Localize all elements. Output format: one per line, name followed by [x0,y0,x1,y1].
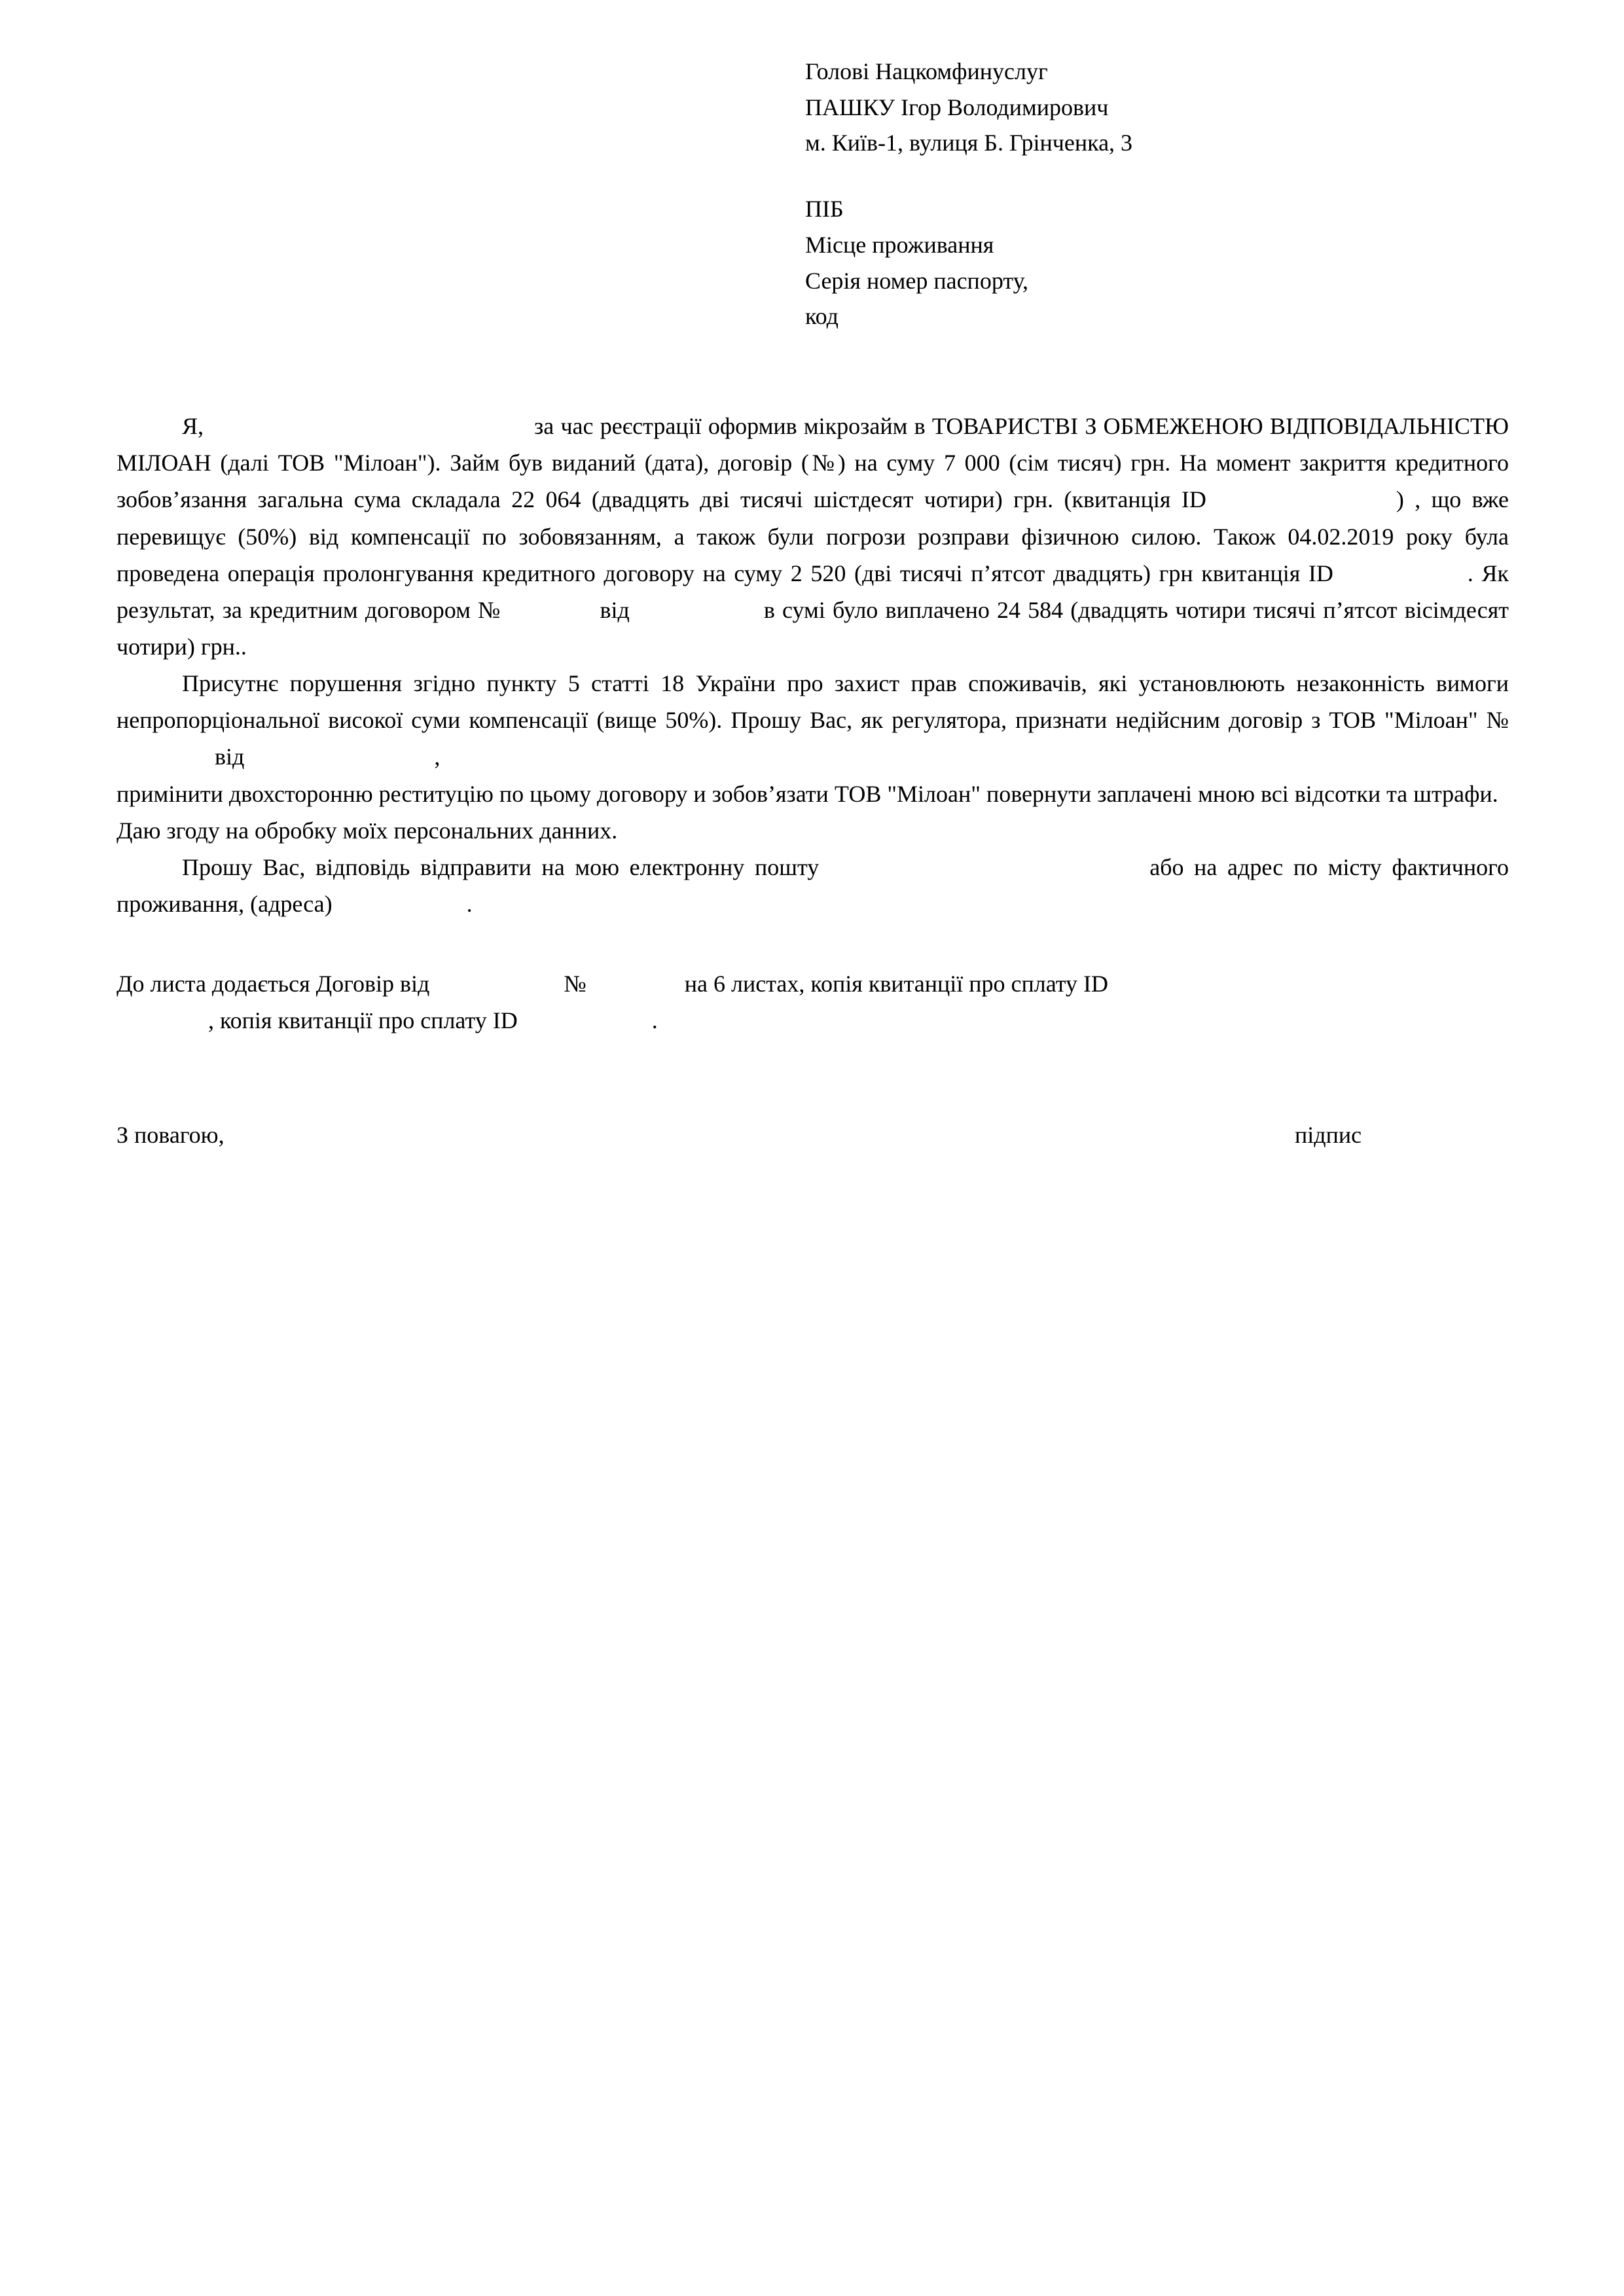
paragraph-legal-basis [117,665,1509,775]
addressee-block [805,54,1509,161]
addressee-person: ПАШКУ Ігор Володимирович [805,94,1109,120]
reply-period: . [466,891,473,918]
signature-label: підпис [1295,1121,1362,1148]
claim-from-label: від [600,596,630,623]
sender-passport-label: Серія номер паспорту, [805,267,1028,294]
legal-comma: , [434,744,441,770]
attachment-number-symbol: № [564,971,586,997]
sender-residence-label: Місце проживання [805,231,994,258]
sender-block [805,191,1509,334]
attachment-period: . [651,1007,658,1034]
data-consent-text: Даю згоду на обробку моїх персональних данних. [117,817,618,844]
attachment-contract-label: До листа додається Договір від [117,971,430,997]
body-text [117,408,1509,922]
claim-total-paid: в сумі було виплачено 24 584 (двадцять чотири тисячі п’ятсот вісімдесят чотири) грн.. [117,596,1509,660]
reply-postal-request: або на адрес по місту фактичного проживання, (адреса) [117,853,1509,918]
paragraph-restitution-request [117,776,1509,812]
reply-email-request: Прошу Вас, відповідь відправити на мою електронну пошту [182,853,820,880]
attachment-receipt-2-label: , копія квитанції про сплату ID [208,1007,518,1034]
claim-overpayment-and-prolongation: ) , що вже перевищує (50%) від компенсації по зобовязанням, а також були погрози розправи фізичною силою. Також 04.02.2019 року була проведена операція пролонгування кредитного договору на суму 2 520 (дві тисячі п’ятсот двадцять) грн квитанція ID [117,486,1509,586]
claim-opening: Я, [182,413,204,440]
attachments-block [117,965,1509,1039]
restitution-text: примінити двохсторонню реституцію по цьому договору и зобов’язати ТОВ "Мілоан" повернути заплачені мною всі відсотки та штрафи. [117,780,1498,807]
claim-company-and-loan: мікрозайм в ТОВАРИСТВІ З ОБМЕЖЕНОЮ ВІДПОВІДАЛЬНІСТЮ МІЛОАН (далі ТОВ "Мілоан"). Займ був виданий (дата), договір (№) на суму 7 000 (сім тисяч) грн. На момент закриття кредитного зобов’язання загальна сума складала 22 064 (двадцять дві тисячі шістдесят чотири) грн. (квитанція ID [117,413,1509,513]
signature-block [117,1117,1509,1153]
claim-registration-phrase: за час реєстрації оформив [534,413,797,440]
attachment-line-1 [117,965,1509,1002]
attachment-line-2 [117,1002,1509,1039]
closing-salutation: З повагою, [117,1121,225,1148]
addressee-name-office: Голові Нацкомфинуслуг [805,58,1048,84]
legal-basis-text: Присутнє порушення згідно пункту 5 статті 18 України про захист прав споживачів, які установлюють незаконність вимоги непропорціональної високої суми компенсації (вище 50%). Прошу Вас, як регулятора, признати недійсним договір з ТОВ "Мілоан" № [117,670,1509,734]
document-content [117,0,1509,1153]
claim-result-contract: . Як результат, за кредитним договором № [117,560,1509,623]
paragraph-reply-address [117,849,1509,922]
addressee-address: м. Київ-1, вулиця Б. Грінченка, 3 [805,130,1133,156]
sender-code-label: код [805,303,839,330]
sender-fullname-label: ПІБ [805,196,844,223]
paragraph-claim-details [117,408,1509,665]
attachment-pages-and-receipt: на 6 листах, копія квитанції про сплату ID [684,971,1109,997]
legal-from-label: від [215,744,245,770]
paragraph-data-consent [117,812,1509,849]
